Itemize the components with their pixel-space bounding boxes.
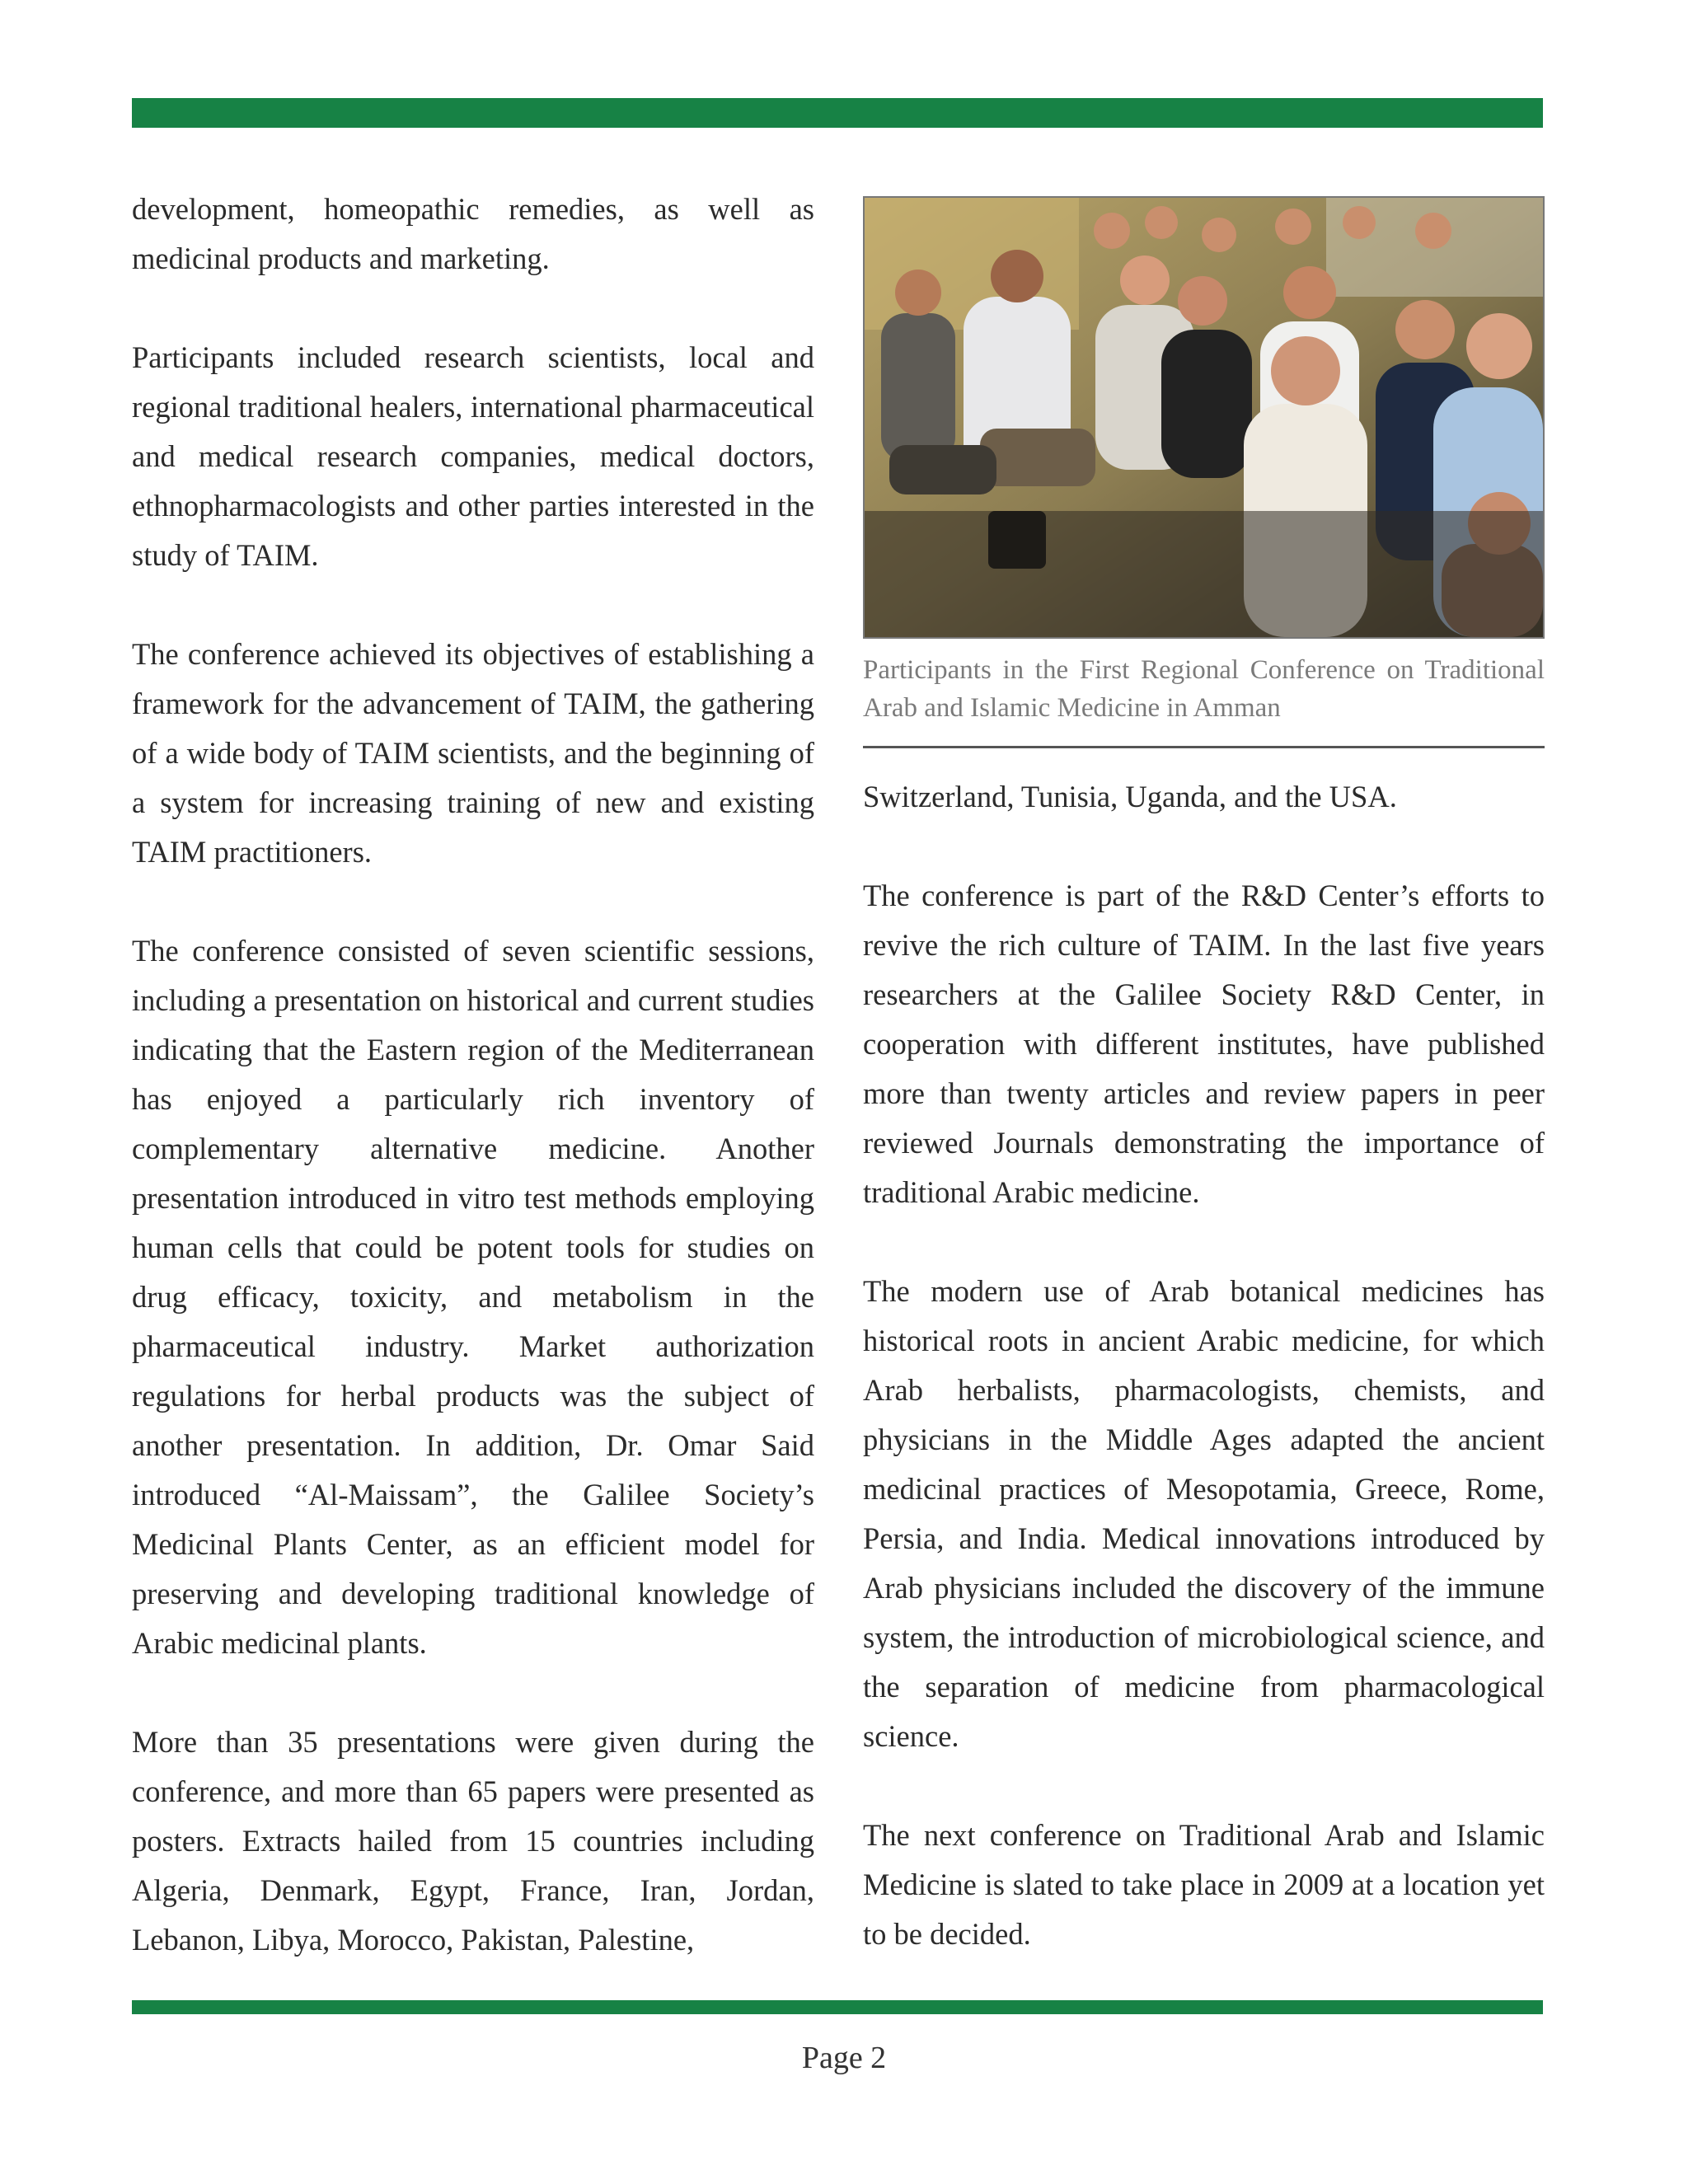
top-green-rule: [132, 98, 1543, 128]
paragraph: The modern use of Arab botanical medicines has historical roots in ancient Arabic medicine, for which Arab herbalists, pharmacologists, chemists, and physicians in the Middle Ages adapted the ancient medicinal practices of Mesopotamia, Greece, Rome, Persia, and India. Medical innovations introduced by Arab physicians included the discovery of the immune system, the introduction of microbiological science, and the separation of medicine from pharmacological science.: [863, 1274, 1545, 1753]
page-number: Page 2: [801, 2041, 887, 2075]
right-text-column: [863, 772, 1545, 1959]
paragraph: More than 35 presentations were given during the conference, and more than 65 papers were presented as posters. Extracts hailed from 15 countries including Algeria, Denmark, Egypt, France, Iran, Jordan, Lebanon, Libya, Morocco, Pakistan, Palestine,: [132, 1725, 814, 1957]
paragraph: The conference achieved its objectives of establishing a framework for the advancement of TAIM, the gathering of a wide body of TAIM scientists, and the beginning of a system for increasing training of new and existing TAIM practitioners.: [132, 637, 814, 869]
paragraph: The conference consisted of seven scientific sessions, including a presentation on historical and current studies indicating that the Eastern region of the Mediterranean has enjoyed a particularly rich inventory of complementary alternative medicine. Another presentation introduced in vitro test methods employing human cells that could be potent tools for studies on drug efficacy, toxicity, and metabolism in the pharmaceutical industry. Market authorization regulations for herbal products was the subject of another presentation. In addition, Dr. Omar Said introduced “Al-Maissam”, the Galilee Society’s Medicinal Plants Center, as an efficient model for preserving and developing traditional knowledge of Arabic medicinal plants.: [132, 934, 814, 1660]
left-text-column: [132, 185, 814, 1965]
paragraph: The next conference on Traditional Arab and Islamic Medicine is slated to take place in 2009 at a location yet to be decided.: [863, 1818, 1545, 1951]
conference-participants-photo: [863, 196, 1545, 639]
paragraph: Participants included research scientists, local and regional traditional healers, international pharmaceutical and medical research companies, medical doctors, ethnopharmacologists and other parties interested in the study of TAIM.: [132, 340, 814, 572]
paragraph: The conference is part of the R&D Center’s efforts to revive the rich culture of TAIM. In the last five years researchers at the Galilee Society R&D Center, in cooperation with different institutes, have published more than twenty articles and review papers in peer reviewed Journals demonstrating the importance of traditional Arabic medicine.: [863, 879, 1545, 1209]
bottom-green-rule: [132, 2000, 1543, 2014]
caption-divider: [863, 746, 1545, 748]
photo-caption: Participants in the First Regional Conference on Traditional Arab and Islamic Medicine in Amman: [863, 655, 1545, 723]
paragraph: development, homeopathic remedies, as well as medicinal products and marketing.: [132, 192, 814, 275]
paragraph: Switzerland, Tunisia, Uganda, and the USA.: [863, 780, 1397, 813]
